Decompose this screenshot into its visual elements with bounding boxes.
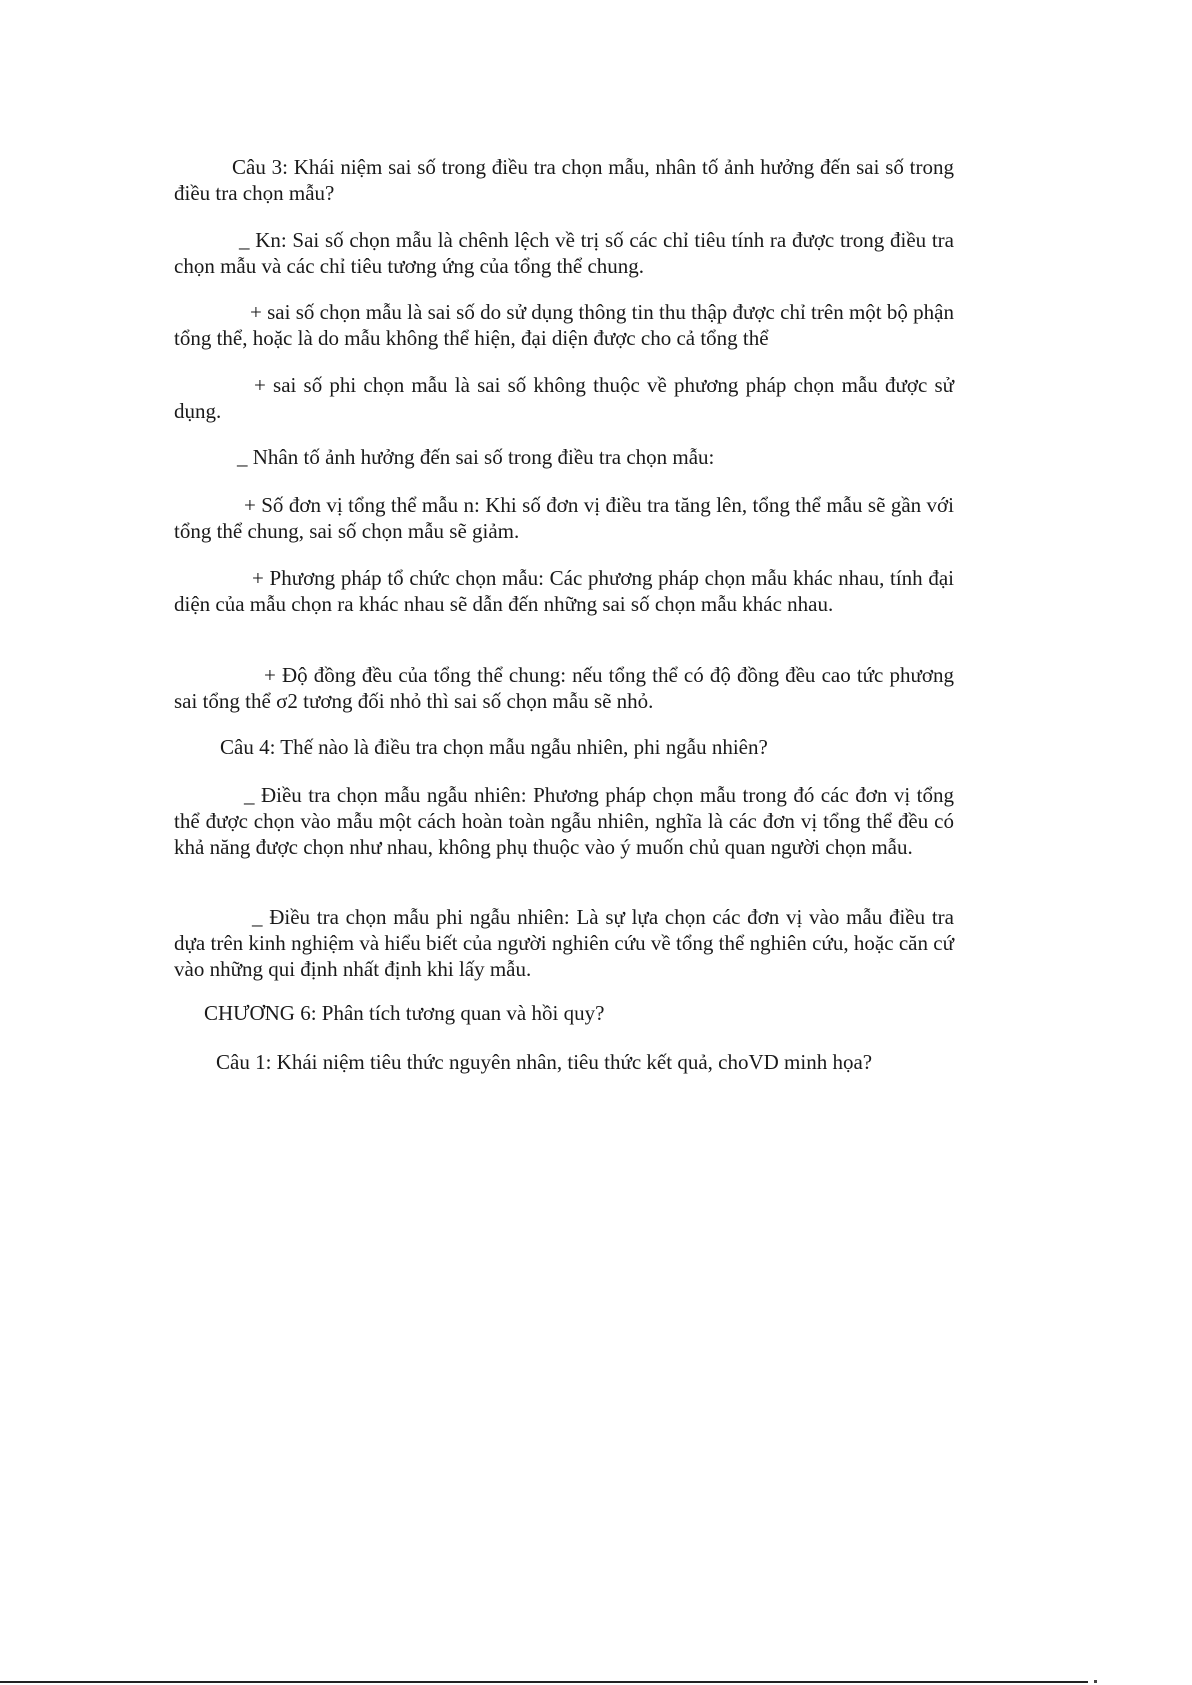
factor-sampling-method: + Phương pháp tổ chức chọn mẫu: Các phương pháp chọn mẫu khác nhau, tính đại diện của mẫu chọn ra khác nhau sẽ dẫn đến những sai số chọn mẫu khác nhau. xyxy=(174,566,954,616)
non-random-sampling-paragraph: _ Điều tra chọn mẫu phi ngẫu nhiên: Là sự lựa chọn các đơn vị vào mẫu điều tra dựa trên kinh nghiệm và hiểu biết của người nghiên cứu về tổng thể nghiên cứu, hoặc căn cứ vào những qui định nhất định khi lấy mẫu. xyxy=(174,905,954,981)
factors-heading: _ Nhân tố ảnh hưởng đến sai số trong điều tra chọn mẫu: xyxy=(237,445,715,469)
factor-sample-size: + Số đơn vị tổng thể mẫu n: Khi số đơn vị điều tra tăng lên, tổng thể mẫu sẽ gần với tổng thể chung, sai số chọn mẫu sẽ giảm. xyxy=(174,493,954,543)
question-4-heading: Câu 4: Thế nào là điều tra chọn mẫu ngẫu nhiên, phi ngẫu nhiên? xyxy=(220,735,768,759)
question-1-heading: Câu 1: Khái niệm tiêu thức nguyên nhân, tiêu thức kết quả, choVD minh họa? xyxy=(216,1050,873,1074)
chapter-6-heading: CHƯƠNG 6: Phân tích tương quan và hồi quy? xyxy=(204,1001,605,1025)
non-sampling-error-paragraph: + sai số phi chọn mẫu là sai số không thuộc về phương pháp chọn mẫu được sử dụng. xyxy=(174,373,954,423)
sampling-error-paragraph: + sai số chọn mẫu là sai số do sử dụng thông tin thu thập được chỉ trên một bộ phận tổng thể, hoặc là do mẫu không thể hiện, đại diện được cho cả tổng thể xyxy=(174,300,954,350)
question-3-heading: Câu 3: Khái niệm sai số trong điều tra chọn mẫu, nhân tố ảnh hưởng đến sai số trong điều tra chọn mẫu? xyxy=(174,155,954,205)
factor-homogeneity: + Độ đồng đều của tổng thể chung: nếu tổng thể có độ đồng đều cao tức phương sai tổng thể σ2 tương đối nhỏ thì sai số chọn mẫu sẽ nhỏ. xyxy=(174,663,954,713)
random-sampling-paragraph: _ Điều tra chọn mẫu ngẫu nhiên: Phương pháp chọn mẫu trong đó các đơn vị tổng thể được chọn vào mẫu một cách hoàn toàn ngẫu nhiên, nghĩa là các đơn vị tổng thể đều có khả năng được chọn như nhau, không phụ thuộc vào ý muốn chủ quan người chọn mẫu. xyxy=(174,783,954,859)
page-bottom-mark xyxy=(1094,1680,1097,1683)
page-bottom-rule xyxy=(0,1681,1088,1683)
definition-paragraph: _ Kn: Sai số chọn mẫu là chênh lệch về trị số các chỉ tiêu tính ra được trong điều tra chọn mẫu và các chỉ tiêu tương ứng của tổng thể chung. xyxy=(174,228,954,278)
